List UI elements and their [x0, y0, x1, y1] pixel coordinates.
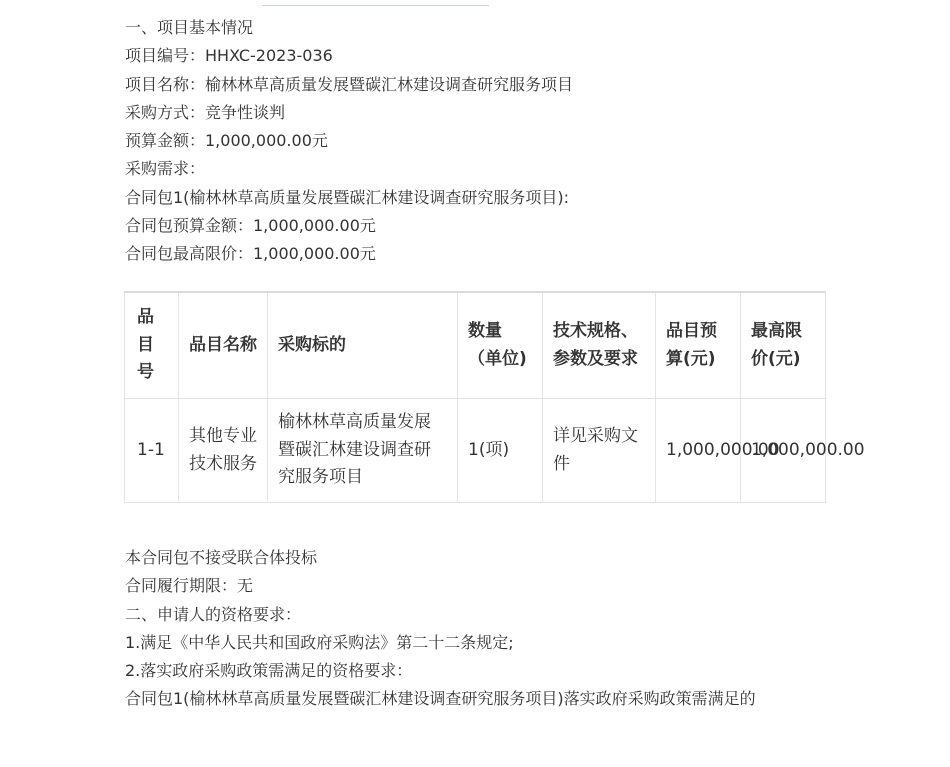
cell-item-name: 其他专业技术服务	[179, 399, 268, 503]
cell-item-budget: 1,000,000.00	[656, 399, 741, 503]
header-max-price: 最高限价(元)	[741, 292, 826, 399]
requirements-section	[125, 544, 835, 714]
header-item-name: 品目名称	[179, 292, 268, 399]
procurement-method: 采购方式：竞争性谈判	[125, 102, 286, 122]
cell-technical-specs: 详见采购文件	[543, 399, 656, 503]
budget-amount: 预算金额：1,000,000.00元	[125, 131, 328, 151]
items-table	[124, 291, 865, 503]
project-info	[125, 14, 825, 269]
header-item-number: 品目号	[125, 292, 179, 399]
performance-period: 合同履行期限：无	[125, 576, 254, 596]
qualification-item-2: 2.落实政府采购政策需满足的资格要求：	[125, 661, 413, 681]
section-heading-basic-info: 一、项目基本情况	[125, 18, 254, 37]
cell-item-number: 1-1	[125, 399, 179, 503]
package-policy-requirements: 合同包1(榆林林草高质量发展暨碳汇林建设调查研究服务项目)落实政府采购政策需满足的	[125, 689, 756, 709]
procurement-requirements-label: 采购需求：	[125, 159, 206, 179]
contract-package-title: 合同包1(榆林林草高质量发展暨碳汇林建设调查研究服务项目):	[125, 187, 570, 207]
cell-max-price: 1,000,000.00	[741, 399, 826, 503]
top-divider	[262, 5, 489, 6]
package-budget: 合同包预算金额：1,000,000.00元	[125, 216, 376, 236]
project-number: 项目编号：HHXC-2023-036	[125, 46, 333, 66]
table-header-row	[125, 292, 826, 399]
cell-quantity: 1(项)	[458, 399, 543, 503]
header-technical-specs: 技术规格、参数及要求	[543, 292, 656, 399]
project-name: 项目名称：榆林林草高质量发展暨碳汇林建设调查研究服务项目	[125, 74, 574, 94]
header-item-budget: 品目预算(元)	[656, 292, 741, 399]
no-consortium-note: 本合同包不接受联合体投标	[125, 548, 318, 567]
table-row	[125, 399, 826, 503]
header-procurement-target: 采购标的	[268, 292, 458, 399]
package-max-price: 合同包最高限价：1,000,000.00元	[125, 244, 376, 264]
items-table-container	[124, 291, 865, 503]
section-heading-qualifications: 二、申请人的资格要求：	[125, 604, 302, 624]
header-quantity-unit: 数量（单位)	[458, 292, 543, 399]
qualification-item-1: 1.满足《中华人民共和国政府采购法》第二十二条规定;	[125, 632, 514, 652]
cell-procurement-target: 榆林林草高质量发展暨碳汇林建设调查研究服务项目	[268, 399, 458, 503]
